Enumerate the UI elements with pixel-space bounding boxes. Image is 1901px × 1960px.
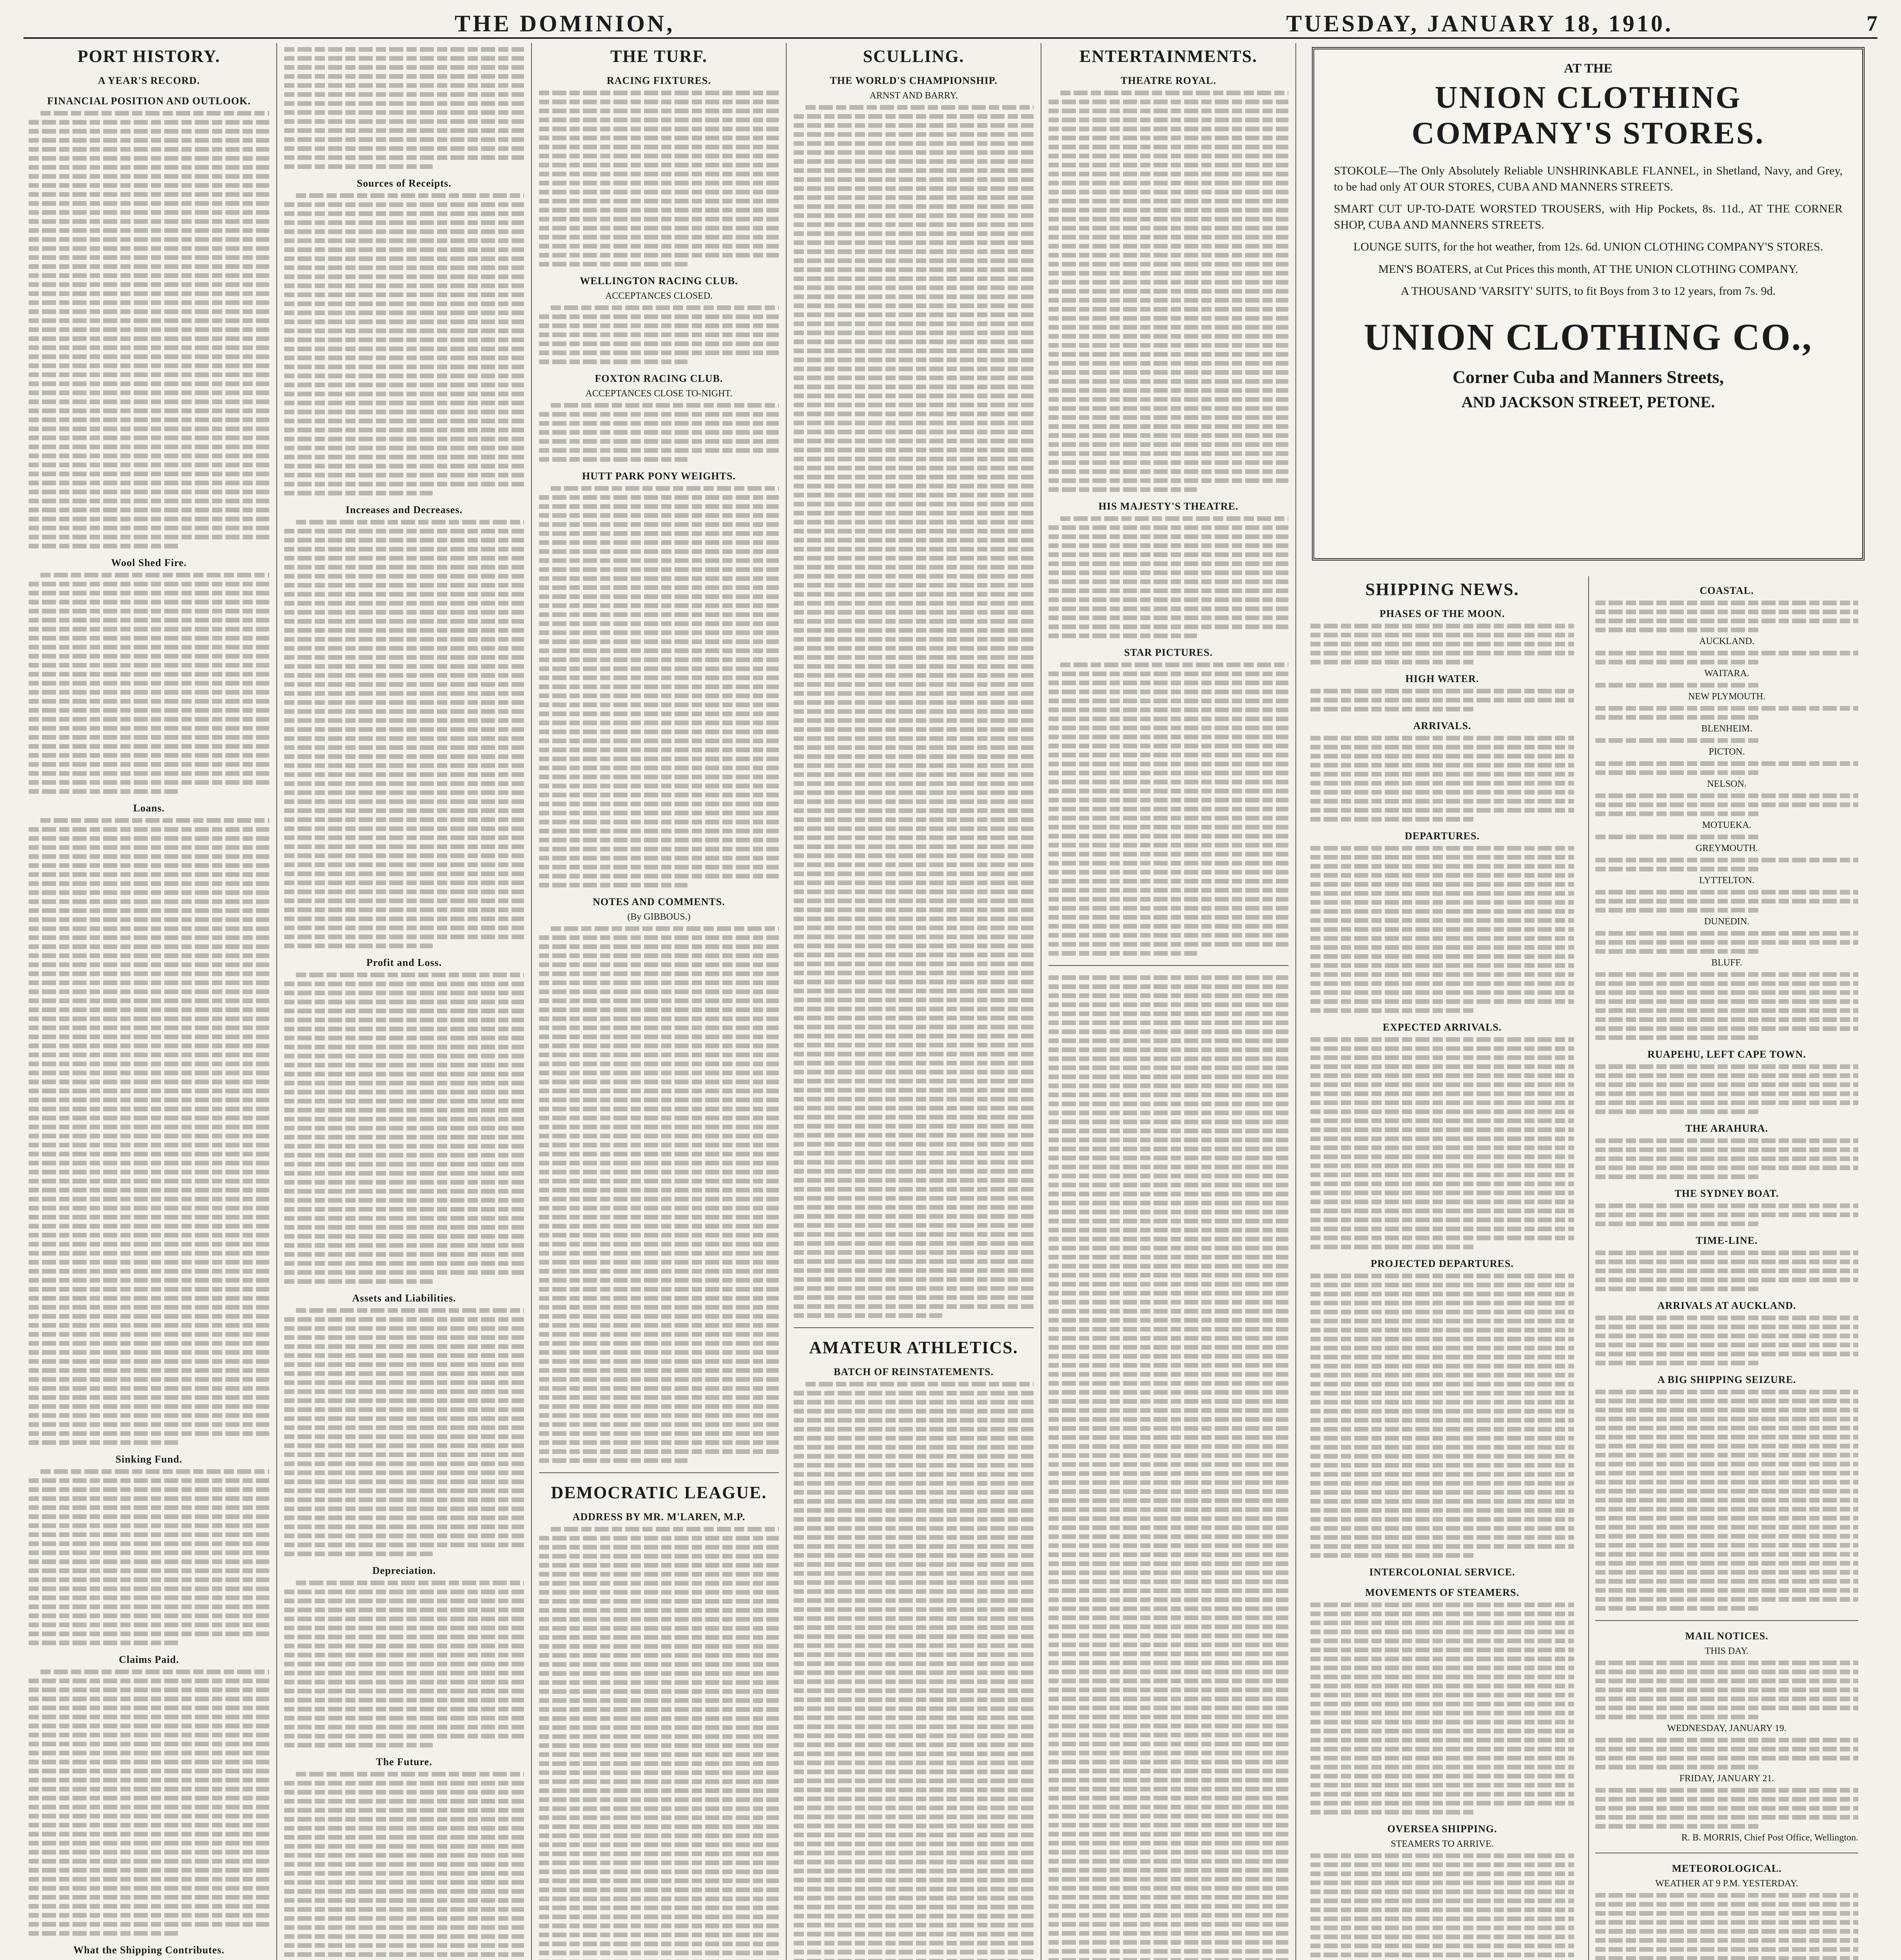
- year-record-subheading: A YEAR'S RECORD.: [98, 75, 200, 86]
- port-greymouth: GREYMOUTH.: [1695, 843, 1758, 853]
- port-motueka: MOTUEKA.: [1702, 820, 1752, 830]
- acceptances-close-tonight-subheading: ACCEPTANCES CLOSE TO-NIGHT.: [585, 388, 733, 399]
- column-turf: [531, 43, 786, 1960]
- ad-address-line: AND JACKSON STREET, PETONE.: [1461, 393, 1715, 411]
- arahura-subheading: THE ARAHURA.: [1685, 1123, 1769, 1134]
- ruapehu-subheading: RUAPEHU, LEFT CAPE TOWN.: [1647, 1049, 1806, 1060]
- article-text-block: [284, 1772, 524, 1960]
- mail-list: [1595, 1661, 1858, 1719]
- article-text-block: [1595, 1250, 1858, 1291]
- port-bluff: BLUFF.: [1711, 958, 1742, 968]
- departures-list: [1310, 846, 1574, 1013]
- column-port-history: [22, 43, 276, 1960]
- sinking-fund-subheading: Sinking Fund.: [115, 1454, 183, 1465]
- acceptances-closed-subheading: ACCEPTANCES CLOSED.: [605, 291, 713, 301]
- racing-fixtures-subheading: RACING FIXTURES.: [607, 75, 711, 86]
- article-text-block: [1048, 662, 1288, 956]
- mail-notices-subheading: MAIL NOTICES.: [1685, 1630, 1769, 1642]
- article-text-block: [29, 111, 269, 548]
- notes-comments-subheading: NOTES AND COMMENTS.: [593, 896, 725, 907]
- ad-paragraph: STOKOLE—The Only Absolutely Reliable UNSHRINKABLE FLANNEL, in Shetland, Navy, and Grey, to be had only AT OUR STORES, CUBA AND MANNERS STREETS.: [1334, 164, 1843, 193]
- masthead: [24, 10, 1877, 39]
- article-text-block: [284, 1581, 524, 1748]
- column-shipping-ads: [1295, 43, 1879, 1960]
- article-text-block: [29, 1469, 269, 1645]
- sources-receipts-subheading: Sources of Receipts.: [357, 178, 452, 189]
- expected-arrivals-list: [1310, 1037, 1574, 1249]
- coastal-subheading: COASTAL.: [1700, 585, 1754, 596]
- arrivals-list: [1310, 736, 1574, 822]
- high-water-table: [1310, 689, 1574, 711]
- turf-heading: THE TURF.: [610, 47, 707, 66]
- port-list: [1595, 706, 1858, 720]
- column-port-history-cont: [276, 43, 531, 1960]
- wool-shed-fire-subheading: Wool Shed Fire.: [111, 557, 187, 568]
- port-list: [1595, 761, 1858, 775]
- star-pictures-subheading: STAR PICTURES.: [1124, 647, 1213, 658]
- port-dunedin: DUNEDIN.: [1704, 916, 1750, 927]
- article-text-block: [539, 403, 779, 462]
- port-new-plymouth: NEW PLYMOUTH.: [1688, 691, 1766, 702]
- arrivals-auckland-subheading: ARRIVALS AT AUCKLAND.: [1657, 1300, 1796, 1311]
- shipping-news-heading: SHIPPING NEWS.: [1365, 580, 1519, 599]
- masthead-title: THE DOMINION,: [455, 10, 675, 36]
- arnst-barry-subheading: ARNST AND BARRY.: [869, 91, 958, 101]
- assets-liabilities-subheading: Assets and Liabilities.: [352, 1292, 456, 1304]
- address-subheading: ADDRESS BY MR. M'LAREN, M.P.: [572, 1511, 746, 1523]
- shipping-column: [1304, 576, 1580, 1960]
- article-text-block: [539, 926, 779, 1463]
- masthead-left: [455, 10, 1673, 37]
- arrivals-subheading: ARRIVALS.: [1413, 720, 1471, 731]
- column-sculling: [786, 43, 1041, 1960]
- article-text-block: [284, 193, 524, 495]
- depreciation-subheading: Depreciation.: [372, 1565, 436, 1576]
- amateur-athletics-heading: AMATEUR ATHLETICS.: [809, 1338, 1018, 1357]
- fixtures-list: [539, 91, 779, 267]
- port-list: [1595, 890, 1858, 913]
- ad-company-name: UNION CLOTHING CO.,: [1364, 316, 1813, 358]
- reinstatements-subheading: BATCH OF REINSTATEMENTS.: [833, 1366, 994, 1377]
- port-nelson: NELSON.: [1707, 779, 1747, 789]
- ad-address-line: Corner Cuba and Manners Streets,: [1452, 367, 1724, 387]
- this-day-subheading: THIS DAY.: [1705, 1646, 1749, 1656]
- port-list: [1595, 683, 1858, 688]
- divider: [1048, 965, 1288, 966]
- loans-subheading: Loans.: [133, 802, 165, 814]
- ad-paragraph: SMART CUT UP-TO-DATE WORSTED TROUSERS, with Hip Pockets, 8s. 11d., AT THE CORNER SHOP, CUBA AND MANNERS STREETS.: [1334, 202, 1843, 231]
- port-history-heading: PORT HISTORY.: [77, 47, 221, 66]
- article-text-block: [794, 105, 1034, 1318]
- the-future-subheading: The Future.: [376, 1756, 432, 1768]
- port-list: [1595, 793, 1858, 816]
- movements-of-steamers-subheading: MOVEMENTS OF STEAMERS.: [1365, 1587, 1520, 1598]
- article-text-block: [29, 573, 269, 794]
- coastal-column: [1588, 576, 1865, 1960]
- port-list: [1595, 858, 1858, 871]
- article-text-block: [1048, 516, 1288, 638]
- article-text-block: [1595, 1316, 1858, 1365]
- article-text-block: [29, 1670, 269, 1936]
- high-water-subheading: HIGH WATER.: [1405, 673, 1479, 684]
- article-text-block: [539, 305, 779, 364]
- sculling-heading: SCULLING.: [863, 47, 965, 66]
- worlds-championship-subheading: THE WORLD'S CHAMPIONSHIP.: [830, 75, 998, 86]
- article-text-block: [284, 1308, 524, 1556]
- port-lyttelton: LYTTELTON.: [1699, 875, 1754, 886]
- article-text-block: [284, 47, 524, 169]
- friday-subheading: FRIDAY, JANUARY 21.: [1679, 1773, 1774, 1784]
- article-text-block: [539, 1527, 779, 1960]
- masthead-date: TUESDAY, JANUARY 18, 1910.: [1286, 10, 1673, 36]
- departures-subheading: DEPARTURES.: [1405, 830, 1480, 842]
- profit-loss-subheading: Profit and Loss.: [366, 957, 442, 968]
- coastal-list: [1595, 601, 1858, 632]
- steamers-to-arrive-subheading: STEAMERS TO ARRIVE.: [1391, 1839, 1494, 1849]
- article-text-block: [1595, 1390, 1858, 1611]
- time-line-subheading: TIME-LINE.: [1696, 1235, 1758, 1246]
- port-list: [1595, 931, 1858, 954]
- divider: [794, 1327, 1034, 1328]
- increases-decreases-subheading: Increases and Decreases.: [345, 504, 463, 515]
- democratic-league-heading: DEMOCRATIC LEAGUE.: [551, 1483, 767, 1502]
- oversea-shipping-subheading: OVERSEA SHIPPING.: [1387, 1823, 1497, 1835]
- article-text-block: [284, 973, 524, 1284]
- expected-arrivals-subheading: EXPECTED ARRIVALS.: [1382, 1022, 1502, 1033]
- sydney-boat-subheading: THE SYDNEY BOAT.: [1674, 1188, 1779, 1199]
- his-majestys-theatre-subheading: HIS MAJESTY'S THEATRE.: [1098, 501, 1239, 512]
- theatre-royal-subheading: THEATRE ROYAL.: [1121, 75, 1216, 86]
- article-text-block: [1595, 1138, 1858, 1179]
- weights-list: [539, 486, 779, 887]
- moon-table: [1310, 624, 1574, 664]
- weather-subheading: WEATHER AT 9 P.M. YESTERDAY.: [1655, 1878, 1798, 1889]
- entertainments-heading: ENTERTAINMENTS.: [1079, 47, 1258, 66]
- shipping-seizure-subheading: A BIG SHIPPING SEIZURE.: [1657, 1374, 1796, 1385]
- port-list: [1595, 835, 1858, 839]
- claims-paid-subheading: Claims Paid.: [119, 1654, 179, 1665]
- column-entertainments: [1041, 43, 1295, 1960]
- port-waitara: WAITARA.: [1704, 668, 1749, 679]
- mail-list: [1595, 1738, 1858, 1769]
- meteorological-subheading: METEOROLOGICAL.: [1672, 1863, 1782, 1874]
- port-auckland: AUCKLAND.: [1699, 636, 1754, 646]
- wednesday-subheading: WEDNESDAY, JANUARY 19.: [1667, 1723, 1787, 1733]
- divider: [539, 1472, 779, 1473]
- ad-at-the: AT THE: [1564, 61, 1613, 76]
- union-clothing-advertisement: [1312, 47, 1865, 561]
- article-text-block: [1595, 1064, 1858, 1114]
- article-text-block: [794, 1382, 1034, 1960]
- intercolonial-service-subheading: INTERCOLONIAL SERVICE.: [1369, 1566, 1515, 1578]
- foxton-racing-club-subheading: FOXTON RACING CLUB.: [595, 373, 723, 384]
- ad-paragraph: LOUNGE SUITS, for the hot weather, from 12s. 6d. UNION CLOTHING COMPANY'S STORES.: [1353, 240, 1823, 253]
- moon-phases-subheading: PHASES OF THE MOON.: [1379, 608, 1505, 619]
- projected-departures-subheading: PROJECTED DEPARTURES.: [1371, 1258, 1514, 1269]
- shipping-contributes-subheading: What the Shipping Contributes.: [73, 1944, 225, 1956]
- page-number: 7: [1867, 11, 1877, 36]
- article-text-block: [1048, 91, 1288, 492]
- steamers-list: [1310, 1853, 1574, 1960]
- weather-list: [1595, 1893, 1858, 1960]
- article-text-block: [1048, 975, 1288, 1960]
- port-list: [1595, 972, 1858, 1040]
- wellington-racing-club-subheading: WELLINGTON RACING CLUB.: [580, 275, 738, 287]
- postmaster-signoff: R. B. MORRIS, Chief Post Office, Wellington.: [1681, 1833, 1858, 1843]
- article-text-block: [1595, 1203, 1858, 1226]
- port-list: [1595, 651, 1858, 664]
- port-picton: PICTON.: [1709, 747, 1745, 757]
- movements-list: [1310, 1602, 1574, 1815]
- article-text-block: [284, 520, 524, 948]
- port-list: [1595, 738, 1858, 743]
- mail-list: [1595, 1788, 1858, 1829]
- ad-brand: UNION CLOTHING COMPANY'S STORES.: [1411, 80, 1765, 151]
- hutt-park-pony-weights-subheading: HUTT PARK PONY WEIGHTS.: [582, 470, 736, 482]
- divider: [1595, 1620, 1858, 1621]
- port-blenheim: BLENHEIM.: [1701, 724, 1752, 734]
- ad-paragraph: A THOUSAND 'VARSITY' SUITS, to fit Boys from 3 to 12 years, from 7s. 9d.: [1400, 285, 1776, 298]
- byline: (By GIBBOUS.): [627, 912, 691, 922]
- financial-position-subheading: FINANCIAL POSITION AND OUTLOOK.: [47, 95, 251, 107]
- article-text-block: [29, 818, 269, 1445]
- ad-paragraph: MEN'S BOATERS, at Cut Prices this month, AT THE UNION CLOTHING COMPANY.: [1378, 262, 1798, 276]
- projected-departures-list: [1310, 1274, 1574, 1558]
